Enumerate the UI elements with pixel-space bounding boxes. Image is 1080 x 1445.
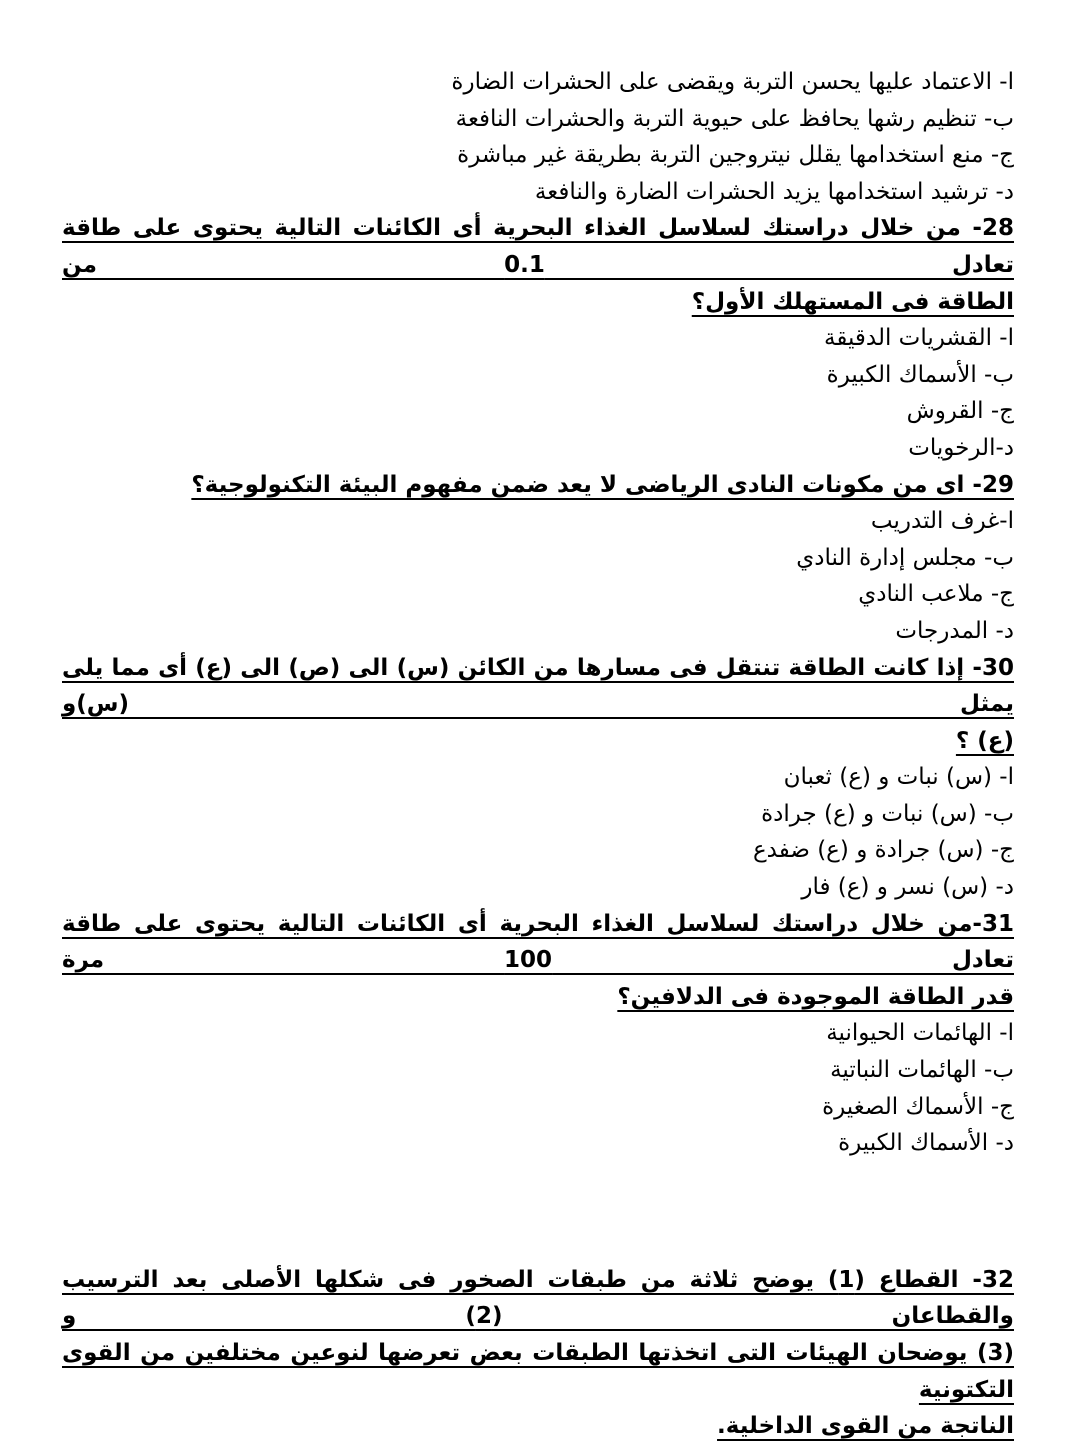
question-28-option-a: ا- القشريات الدقيقة <box>824 325 1014 352</box>
question-31-option-d: د- الأسماك الكبيرة <box>838 1130 1014 1157</box>
blank-gap <box>62 1162 1014 1262</box>
question-29-stem-line-1: 29- اى من مكونات النادى الرياضى لا يعد ضمن مفهوم البيئة التكنولوجية؟ <box>191 471 1014 498</box>
question-29-option-c: ج- ملاعب النادي <box>858 581 1014 608</box>
question-31-option-a: ا- الهائمات الحيوانية <box>826 1020 1014 1047</box>
question-32-stem-line-1: 32- القطاع (1) يوضح ثلاثة من طبقات الصخور فى شكلها الأصلى بعد الترسيب والقطاعان (2) و <box>62 1266 1014 1330</box>
question-31-stem-line-1: 31-من خلال دراستك لسلاسل الغذاء البحرية أى الكائنات التالية يحتوى على طاقة تعادل 100 مرة <box>62 910 1014 974</box>
question-31-stem-line-2: قدر الطاقة الموجودة فى الدلافين؟ <box>617 983 1014 1010</box>
question-29-option-a: ا-غرف التدريب <box>870 508 1014 535</box>
question-30 <box>62 650 1014 760</box>
prev-question-option-b: ب- تنظيم رشها يحافظ على حيوية التربة والحشرات النافعة <box>455 105 1014 132</box>
question-32-stem-line-3: الناتجة من القوى الداخلية. <box>717 1413 1014 1440</box>
question-30-option-b: ب- (س) نبات و (ع) جرادة <box>761 800 1014 827</box>
question-28-option-d: د-الرخويات <box>908 434 1014 461</box>
question-30-stem-line-2: (ع) ؟ <box>955 727 1014 754</box>
question-28-option-b: ب- الأسماك الكبيرة <box>826 361 1014 388</box>
question-30-option-a: ا- (س) نبات و (ع) ثعبان <box>783 764 1014 791</box>
question-30-option-c: ج- (س) جرادة و (ع) ضفدع <box>752 837 1014 864</box>
question-28-stem-line-2: الطاقة فى المستهلك الأول؟ <box>691 288 1014 315</box>
question-29-option-d: د- المدرجات <box>895 617 1014 644</box>
question-31-option-c: ج- الأسماك الصغيرة <box>822 1093 1014 1120</box>
prev-question-option-c: ج- منع استخدامها يقلل نيتروجين التربة بطريقة غير مباشرة <box>457 142 1014 169</box>
exam-content <box>62 64 1014 1445</box>
question-29 <box>62 467 1014 504</box>
question-28 <box>62 210 1014 320</box>
question-30-stem-line-1: 30- إذا كانت الطاقة تنتقل فى مسارها من الكائن (س) الى (ص) الى (ع) أى مما يلى يمثل (س)و <box>62 654 1014 718</box>
question-29-option-b: ب- مجلس إدارة النادي <box>796 544 1014 571</box>
question-31-option-b: ب- الهائمات النباتية <box>830 1057 1014 1084</box>
question-32-stem-line-2: (3) يوضحان الهيئات التى اتخذتها الطبقات بعض تعرضها لنوعين مختلفين من القوى التكتونية <box>62 1340 1014 1403</box>
question-30-option-d: د- (س) نسر و (ع) فار <box>801 874 1014 901</box>
question-31 <box>62 906 1014 1016</box>
question-28-option-c: ج- القروش <box>906 398 1014 425</box>
prev-question-option-a: ا- الاعتماد عليها يحسن التربة ويقضى على الحشرات الضارة <box>451 69 1014 95</box>
prev-question-option-d: د- ترشيد استخدامها يزيد الحشرات الضارة والنافعة <box>534 178 1014 205</box>
question-28-stem-line-1: 28- من خلال دراستك لسلاسل الغذاء البحرية أى الكائنات التالية يحتوى على طاقة تعادل 0.1 من <box>62 215 1014 278</box>
question-32 <box>62 1262 1014 1445</box>
